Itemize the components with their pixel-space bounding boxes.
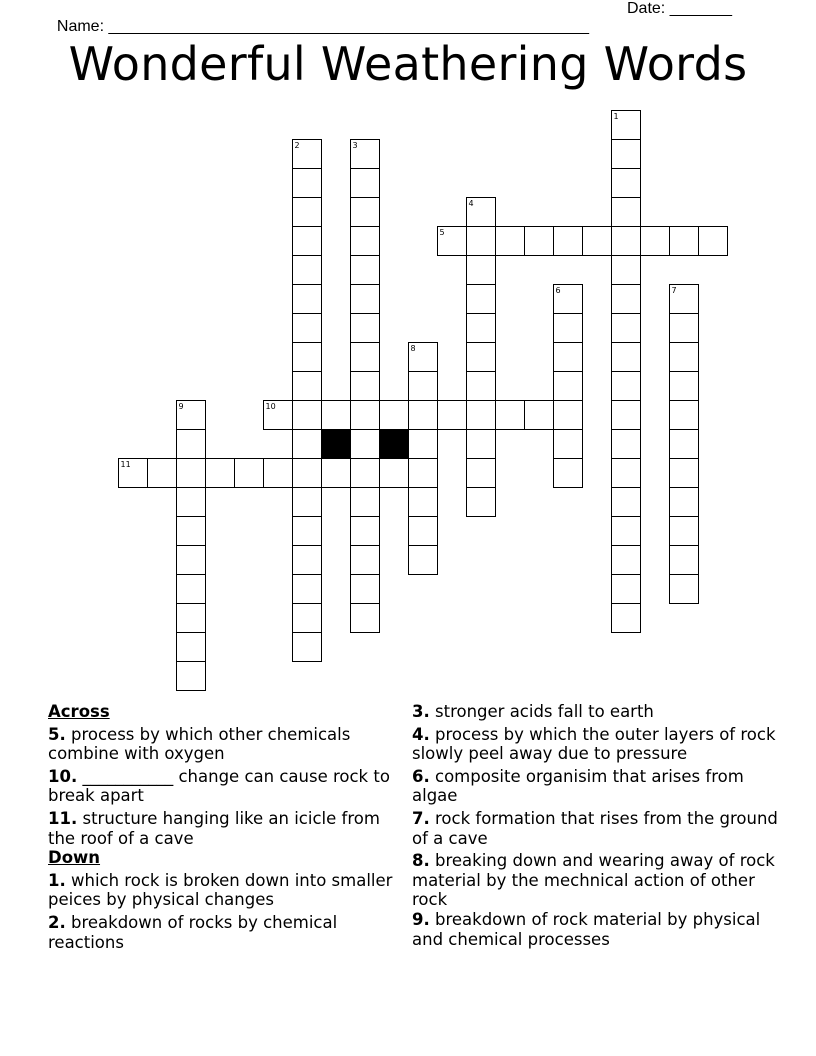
crossword-cell[interactable]: [234, 458, 264, 488]
crossword-cell[interactable]: [669, 342, 699, 372]
crossword-cell[interactable]: [350, 603, 380, 633]
crossword-cell[interactable]: [611, 545, 641, 575]
crossword-cell[interactable]: [698, 226, 728, 256]
down-heading: Down: [48, 848, 101, 868]
crossword-cell[interactable]: [350, 487, 380, 517]
crossword-cell[interactable]: [350, 226, 380, 256]
crossword-cell[interactable]: [176, 516, 206, 546]
crossword-cell[interactable]: [350, 545, 380, 575]
crossword-cell[interactable]: [350, 168, 380, 198]
crossword-cell[interactable]: [176, 400, 206, 430]
crossword-cell[interactable]: [466, 226, 496, 256]
clue-text: breakdown of rocks by chemical reactions: [48, 912, 338, 952]
crossword-cell[interactable]: [292, 574, 322, 604]
clue-down-3: [412, 702, 782, 722]
clue-down-4: [412, 725, 782, 764]
crossword-cell[interactable]: [553, 458, 583, 488]
crossword-cell[interactable]: [408, 545, 438, 575]
crossword-cell[interactable]: [669, 516, 699, 546]
crossword-cell[interactable]: [466, 371, 496, 401]
crossword-cell[interactable]: [553, 284, 583, 314]
clue-text: rock formation that rises from the ground of a cave: [412, 808, 778, 848]
crossword-cell[interactable]: [611, 400, 641, 430]
crossword-cell[interactable]: [611, 226, 641, 256]
crossword-cell[interactable]: [263, 400, 293, 430]
crossword-cell[interactable]: [292, 487, 322, 517]
crossword-cell[interactable]: [292, 400, 322, 430]
clue-across-10: [48, 767, 398, 806]
crossword-cell[interactable]: [350, 255, 380, 285]
crossword-cell[interactable]: [292, 545, 322, 575]
crossword-cell[interactable]: [118, 458, 148, 488]
crossword-cell[interactable]: [292, 429, 322, 459]
crossword-cell[interactable]: [669, 284, 699, 314]
crossword-cell[interactable]: [408, 371, 438, 401]
crossword-cell[interactable]: [466, 342, 496, 372]
crossword-cell[interactable]: [176, 458, 206, 488]
crossword-cell[interactable]: [292, 139, 322, 169]
clue-number: 3.: [412, 702, 430, 721]
clue-number-label: 2: [294, 140, 300, 150]
crossword-cell[interactable]: [437, 400, 467, 430]
clue-number-label: 9: [178, 401, 184, 411]
crossword-cell[interactable]: [611, 197, 641, 227]
crossword-cell[interactable]: [292, 516, 322, 546]
crossword-cell[interactable]: [408, 400, 438, 430]
crossword-cell[interactable]: [669, 226, 699, 256]
crossword-block-cell: [379, 429, 409, 459]
clue-text: breaking down and wearing away of rock material by the mechnical action of other rock: [412, 851, 775, 910]
clue-down-8: [412, 851, 782, 910]
clue-number: 5.: [48, 724, 66, 744]
crossword-cell[interactable]: [611, 603, 641, 633]
crossword-cell[interactable]: [292, 255, 322, 285]
clues-right-column: [412, 702, 782, 952]
crossword-cell[interactable]: [466, 313, 496, 343]
clue-text: structure hanging like an icicle from the roof of a cave: [48, 808, 380, 848]
crossword-cell[interactable]: [350, 574, 380, 604]
crossword-cell[interactable]: [147, 458, 177, 488]
crossword-cell[interactable]: [379, 400, 409, 430]
crossword-cell[interactable]: [408, 458, 438, 488]
crossword-cell[interactable]: [350, 458, 380, 488]
clue-across-11: [48, 809, 398, 848]
clue-down-6: [412, 767, 782, 806]
crossword-cell[interactable]: [466, 458, 496, 488]
clue-number: 7.: [412, 808, 430, 828]
crossword-cell[interactable]: [611, 342, 641, 372]
date-field-label[interactable]: Date: _______: [627, 0, 732, 17]
crossword-cell[interactable]: [611, 255, 641, 285]
crossword-cell[interactable]: [408, 342, 438, 372]
clue-text: breakdown of rock material by physical and chemical processes: [412, 909, 761, 949]
crossword-cell[interactable]: [553, 342, 583, 372]
clue-number-label: 5: [439, 227, 445, 237]
crossword-cell[interactable]: [466, 197, 496, 227]
crossword-cell[interactable]: [669, 371, 699, 401]
crossword-cell[interactable]: [350, 429, 380, 459]
clue-number: 2.: [48, 912, 66, 932]
crossword-cell[interactable]: [176, 632, 206, 662]
crossword-cell[interactable]: [350, 313, 380, 343]
crossword-cell[interactable]: [611, 429, 641, 459]
crossword-cell[interactable]: [611, 574, 641, 604]
crossword-cell[interactable]: [408, 516, 438, 546]
crossword-cell[interactable]: [176, 429, 206, 459]
crossword-cell[interactable]: [669, 400, 699, 430]
crossword-cell[interactable]: [176, 545, 206, 575]
clue-number: 8.: [412, 851, 430, 871]
crossword-cell[interactable]: [350, 197, 380, 227]
crossword-cell[interactable]: [495, 226, 525, 256]
crossword-cell[interactable]: [350, 139, 380, 169]
crossword-cell[interactable]: [553, 429, 583, 459]
across-heading: Across: [48, 702, 110, 721]
crossword-cell[interactable]: [350, 284, 380, 314]
crossword-cell[interactable]: [292, 313, 322, 343]
clue-across-5: [48, 725, 398, 764]
crossword-cell[interactable]: [466, 487, 496, 517]
clue-number: 1.: [48, 870, 66, 890]
crossword-cell[interactable]: [669, 458, 699, 488]
clue-text: process by which the outer layers of rock slowly peel away due to pressure: [412, 724, 776, 764]
crossword-cell[interactable]: [408, 487, 438, 517]
crossword-cell[interactable]: [437, 226, 467, 256]
clue-text: ___________ change can cause rock to break apart: [48, 766, 390, 806]
crossword-cell[interactable]: [176, 574, 206, 604]
crossword-cell[interactable]: [321, 458, 351, 488]
clue-number-label: 7: [671, 285, 677, 295]
crossword-cell[interactable]: [379, 458, 409, 488]
clue-text: composite organisim that arises from algae: [412, 766, 744, 806]
crossword-cell[interactable]: [466, 429, 496, 459]
crossword-cell[interactable]: [205, 458, 235, 488]
clue-number-label: 11: [120, 459, 131, 469]
clue-number: 10.: [48, 766, 78, 786]
crossword-cell[interactable]: [553, 313, 583, 343]
crossword-cell[interactable]: [350, 342, 380, 372]
crossword-cell[interactable]: [611, 458, 641, 488]
clue-down-2: [48, 913, 398, 952]
crossword-cell[interactable]: [176, 487, 206, 517]
crossword-cell[interactable]: [292, 458, 322, 488]
name-field-label[interactable]: Name: ______________________________________________________: [56, 18, 589, 35]
clue-text: stronger acids fall to earth: [435, 702, 654, 721]
clue-number-label: 6: [555, 285, 561, 295]
crossword-cell[interactable]: [466, 255, 496, 285]
crossword-cell[interactable]: [611, 284, 641, 314]
crossword-cell[interactable]: [611, 110, 641, 140]
crossword-cell[interactable]: [495, 400, 525, 430]
crossword-cell[interactable]: [350, 516, 380, 546]
crossword-cell[interactable]: [640, 226, 670, 256]
crossword-cell[interactable]: [176, 603, 206, 633]
clue-number-label: 1: [613, 111, 619, 121]
clue-number: 9.: [412, 909, 430, 929]
crossword-cell[interactable]: [553, 226, 583, 256]
crossword-cell[interactable]: [611, 516, 641, 546]
clue-number-label: 8: [410, 343, 416, 353]
crossword-cell[interactable]: [611, 371, 641, 401]
crossword-cell[interactable]: [611, 139, 641, 169]
crossword-cell[interactable]: [292, 226, 322, 256]
crossword-cell[interactable]: [611, 168, 641, 198]
page-title: Wonderful Weathering Words: [68, 37, 748, 91]
clues-left-column: [48, 702, 398, 955]
clue-number-label: 4: [468, 198, 474, 208]
clue-number-label: 3: [352, 140, 358, 150]
crossword-cell[interactable]: [553, 400, 583, 430]
crossword-cell[interactable]: [466, 284, 496, 314]
crossword-cell[interactable]: [582, 226, 612, 256]
crossword-cell[interactable]: [611, 487, 641, 517]
clue-text: process by which other chemicals combine with oxygen: [48, 724, 351, 764]
crossword-cell[interactable]: [669, 574, 699, 604]
crossword-cell[interactable]: [292, 284, 322, 314]
crossword-cell[interactable]: [292, 603, 322, 633]
crossword-cell[interactable]: [292, 371, 322, 401]
crossword-cell[interactable]: [669, 487, 699, 517]
crossword-cell[interactable]: [611, 313, 641, 343]
crossword-cell[interactable]: [292, 197, 322, 227]
crossword-cell[interactable]: [553, 371, 583, 401]
crossword-cell[interactable]: [669, 545, 699, 575]
crossword-cell[interactable]: [263, 458, 293, 488]
crossword-cell[interactable]: [466, 400, 496, 430]
crossword-cell[interactable]: [292, 168, 322, 198]
crossword-cell[interactable]: [669, 429, 699, 459]
crossword-cell[interactable]: [292, 342, 322, 372]
crossword-cell[interactable]: [350, 400, 380, 430]
crossword-block-cell: [321, 429, 351, 459]
crossword-cell[interactable]: [524, 226, 554, 256]
crossword-cell[interactable]: [669, 313, 699, 343]
clue-down-9: [412, 910, 782, 949]
crossword-cell[interactable]: [524, 400, 554, 430]
clue-number: 11.: [48, 808, 78, 828]
clue-number: 6.: [412, 766, 430, 786]
crossword-cell[interactable]: [321, 400, 351, 430]
clue-text: which rock is broken down into smaller peices by physical changes: [48, 870, 393, 910]
clue-down-7: [412, 809, 782, 848]
clue-down-1: [48, 871, 398, 910]
clue-number-label: 10: [265, 401, 276, 411]
crossword-cell[interactable]: [292, 632, 322, 662]
clue-number: 4.: [412, 724, 430, 744]
crossword-cell[interactable]: [176, 661, 206, 691]
crossword-cell[interactable]: [408, 429, 438, 459]
crossword-cell[interactable]: [350, 371, 380, 401]
